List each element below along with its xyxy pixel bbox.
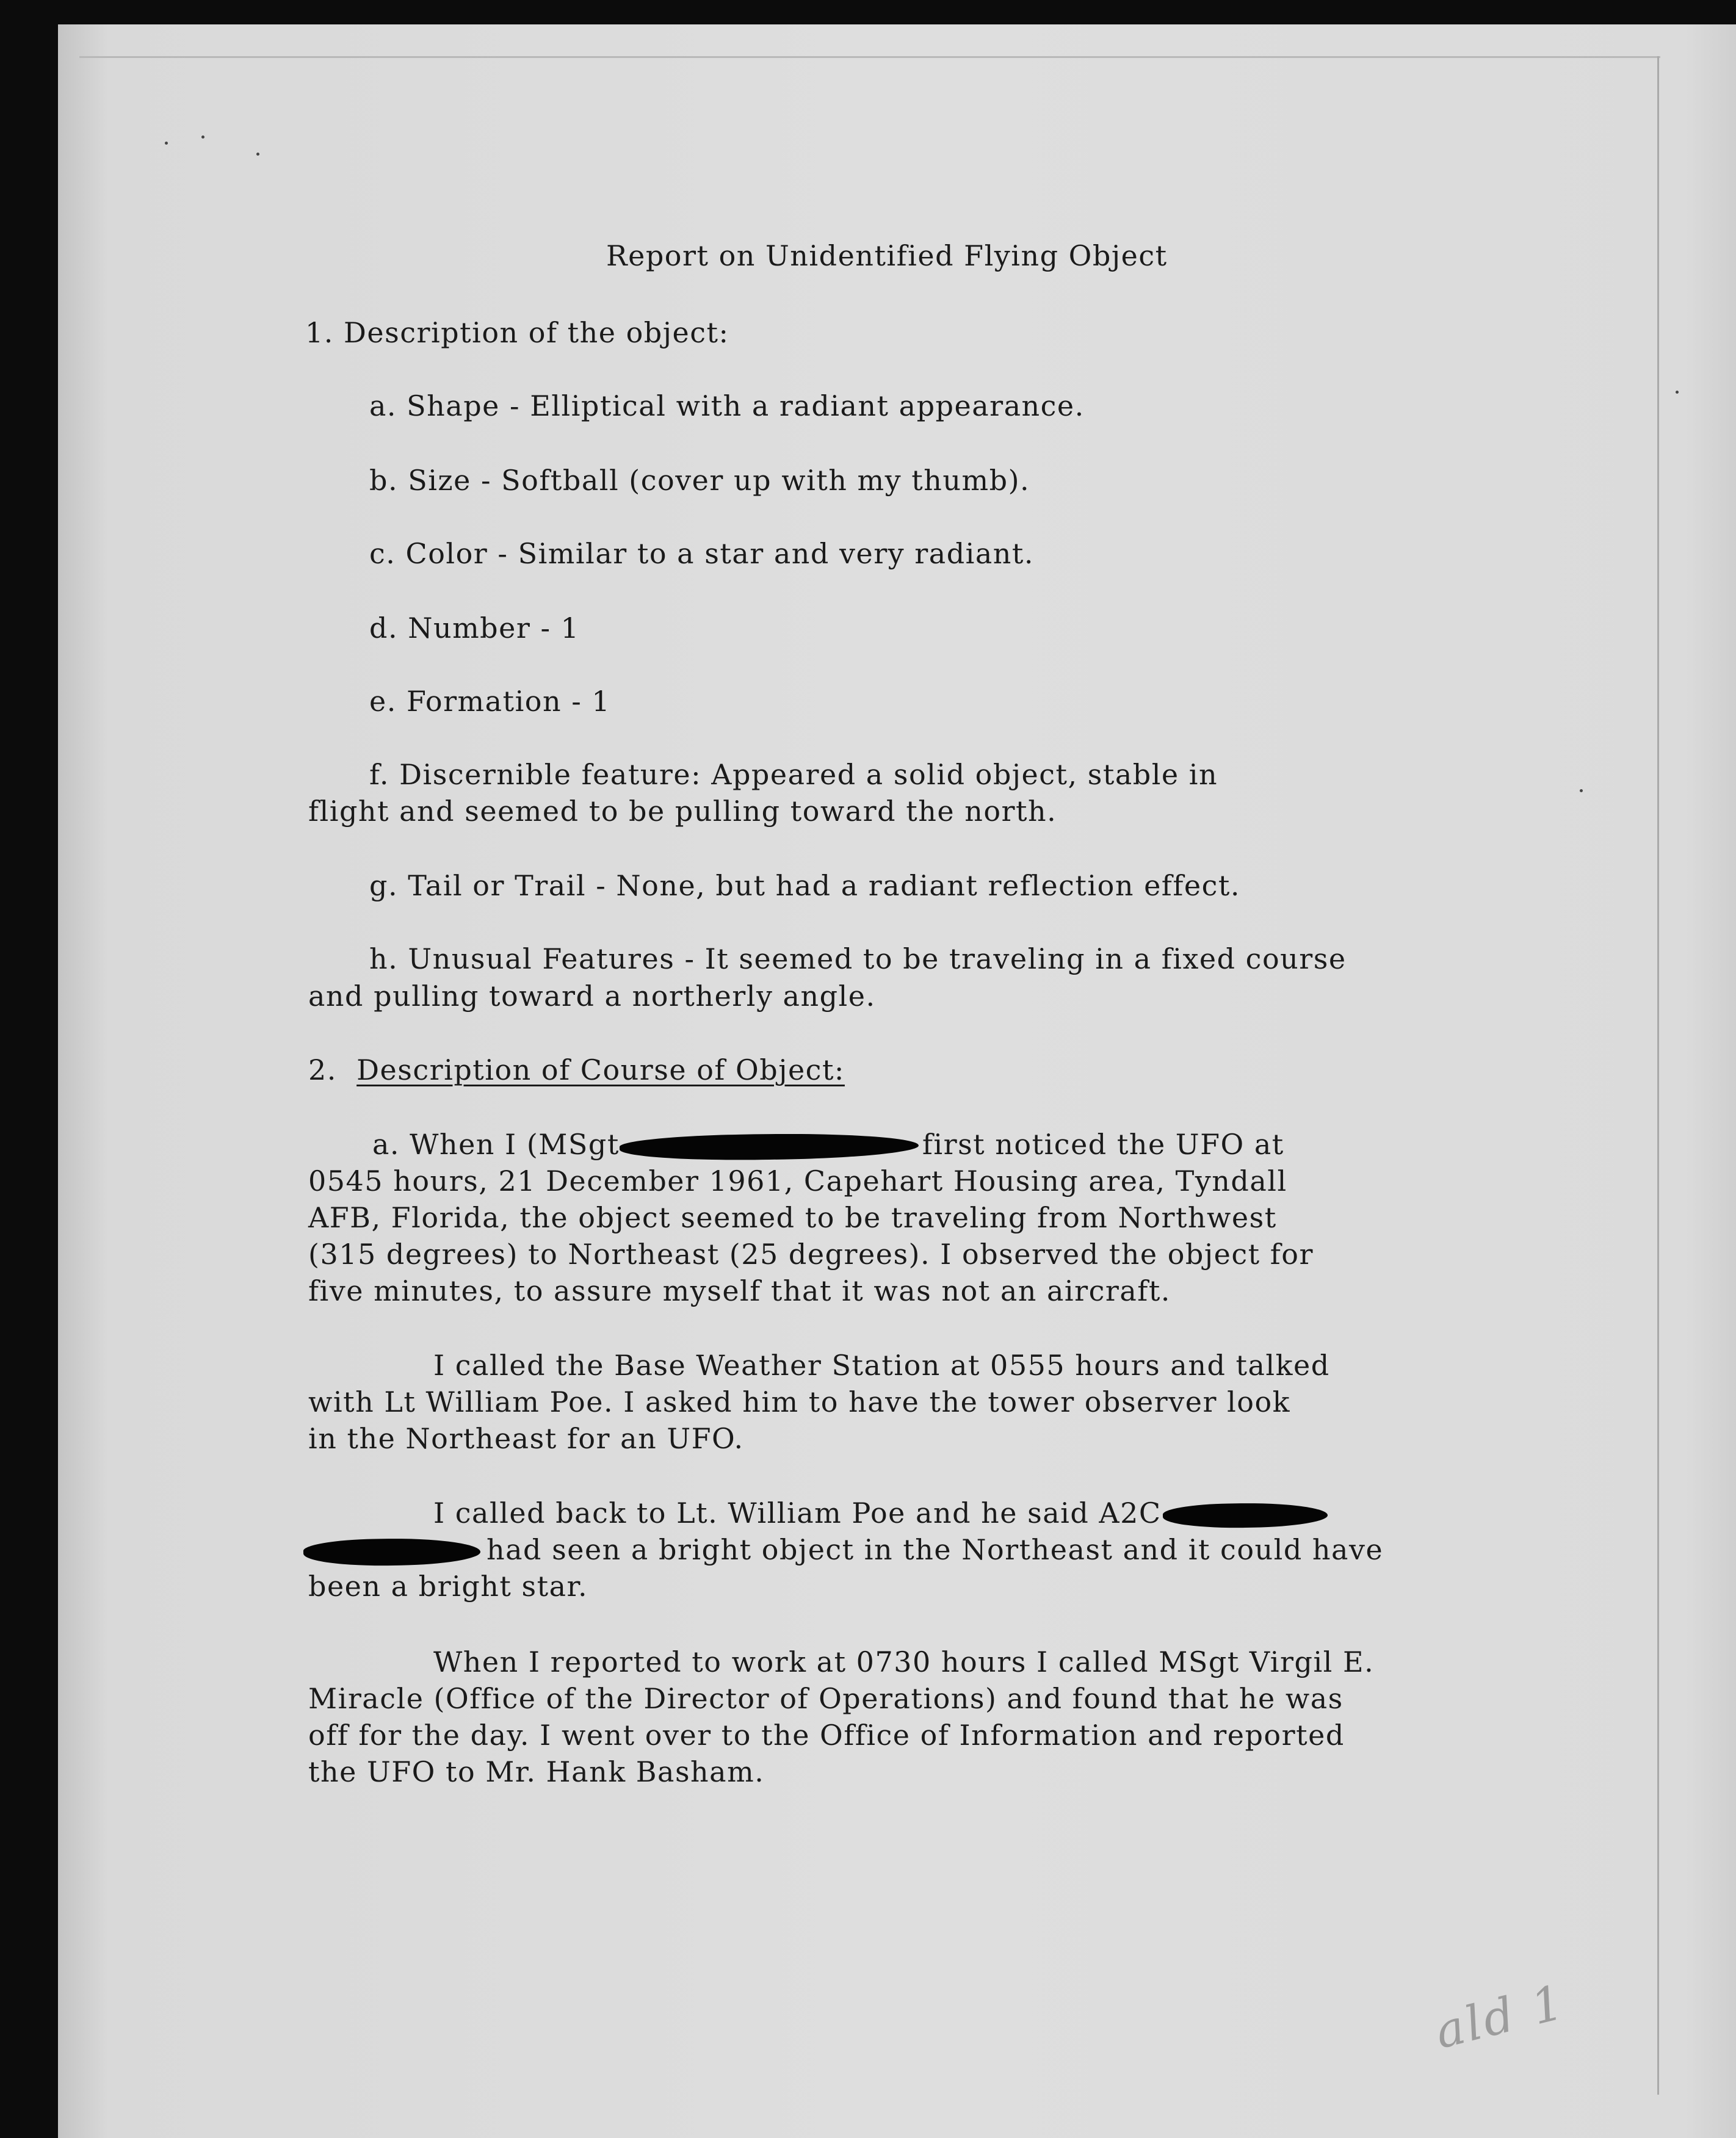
item-unusual-line-2: and pulling toward a northerly angle. (308, 980, 876, 1013)
para-2-line-2: with Lt William Poe. I asked him to have the tower observer look (308, 1385, 1291, 1418)
para-4-line-1: When I reported to work at 0730 hours I called MSgt Virgil E. (433, 1645, 1375, 1678)
item-shape: a. Shape - Elliptical with a radiant appearance. (369, 389, 1085, 422)
item-formation: e. Formation - 1 (369, 685, 611, 718)
section-2-title: Description of Course of Object: (356, 1053, 845, 1086)
report-title: Report on Unidentified Flying Object (606, 239, 1168, 272)
para-a-line-1-end: first noticed the UFO at (922, 1128, 1284, 1161)
section-2-heading (308, 1053, 845, 1086)
para-2-line-1: I called the Base Weather Station at 0555 hours and talked (433, 1349, 1330, 1382)
para-a-line-4: (315 degrees) to Northeast (25 degrees). I observed the object for (308, 1238, 1314, 1271)
para-a-line-1 (372, 1128, 1284, 1161)
item-color: c. Color - Similar to a star and very radiant. (369, 537, 1035, 570)
para-3-line-1 (433, 1497, 1328, 1529)
para-3-line-2-text: had seen a bright object in the Northeast and it could have (486, 1533, 1384, 1566)
para-3-line-1-text: I called back to Lt. William Poe and he said A2C (433, 1497, 1162, 1529)
redaction-mark (1162, 1502, 1328, 1529)
para-a-line-3: AFB, Florida, the object seemed to be traveling from Northwest (308, 1201, 1277, 1234)
item-feature-line-2: flight and seemed to be pulling toward the north. (308, 795, 1057, 828)
para-a-line-1-start: a. When I (MSgt (372, 1128, 620, 1161)
item-tail: g. Tail or Trail - None, but had a radiant reflection effect. (369, 869, 1240, 902)
item-feature-line-1: f. Discernible feature: Appeared a solid object, stable in (369, 758, 1218, 791)
para-a-line-5: five minutes, to assure myself that it was not an aircraft. (308, 1274, 1171, 1307)
para-3-line-3: been a bright star. (308, 1570, 588, 1603)
para-a-line-2: 0545 hours, 21 December 1961, Capehart Housing area, Tyndall (308, 1165, 1287, 1197)
section-2-number: 2. (308, 1053, 337, 1086)
para-3-line-2 (303, 1533, 1383, 1566)
item-size: b. Size - Softball (cover up with my thumb). (369, 464, 1030, 497)
redaction-mark (620, 1132, 919, 1163)
para-4-line-4: the UFO to Mr. Hank Basham. (308, 1755, 765, 1788)
item-unusual-line-1: h. Unusual Features - It seemed to be traveling in a fixed course (369, 942, 1347, 975)
item-number: d. Number - 1 (369, 612, 580, 645)
handwritten-mark: ald 1 (1430, 1974, 1571, 2060)
para-2-line-3: in the Northeast for an UFO. (308, 1422, 744, 1455)
section-1-heading: 1. Description of the object: (305, 316, 729, 349)
redaction-mark (303, 1537, 481, 1567)
para-4-line-3: off for the day. I went over to the Office of Information and reported (308, 1719, 1345, 1752)
para-4-line-2: Miracle (Office of the Director of Operations) and found that he was (308, 1682, 1344, 1715)
